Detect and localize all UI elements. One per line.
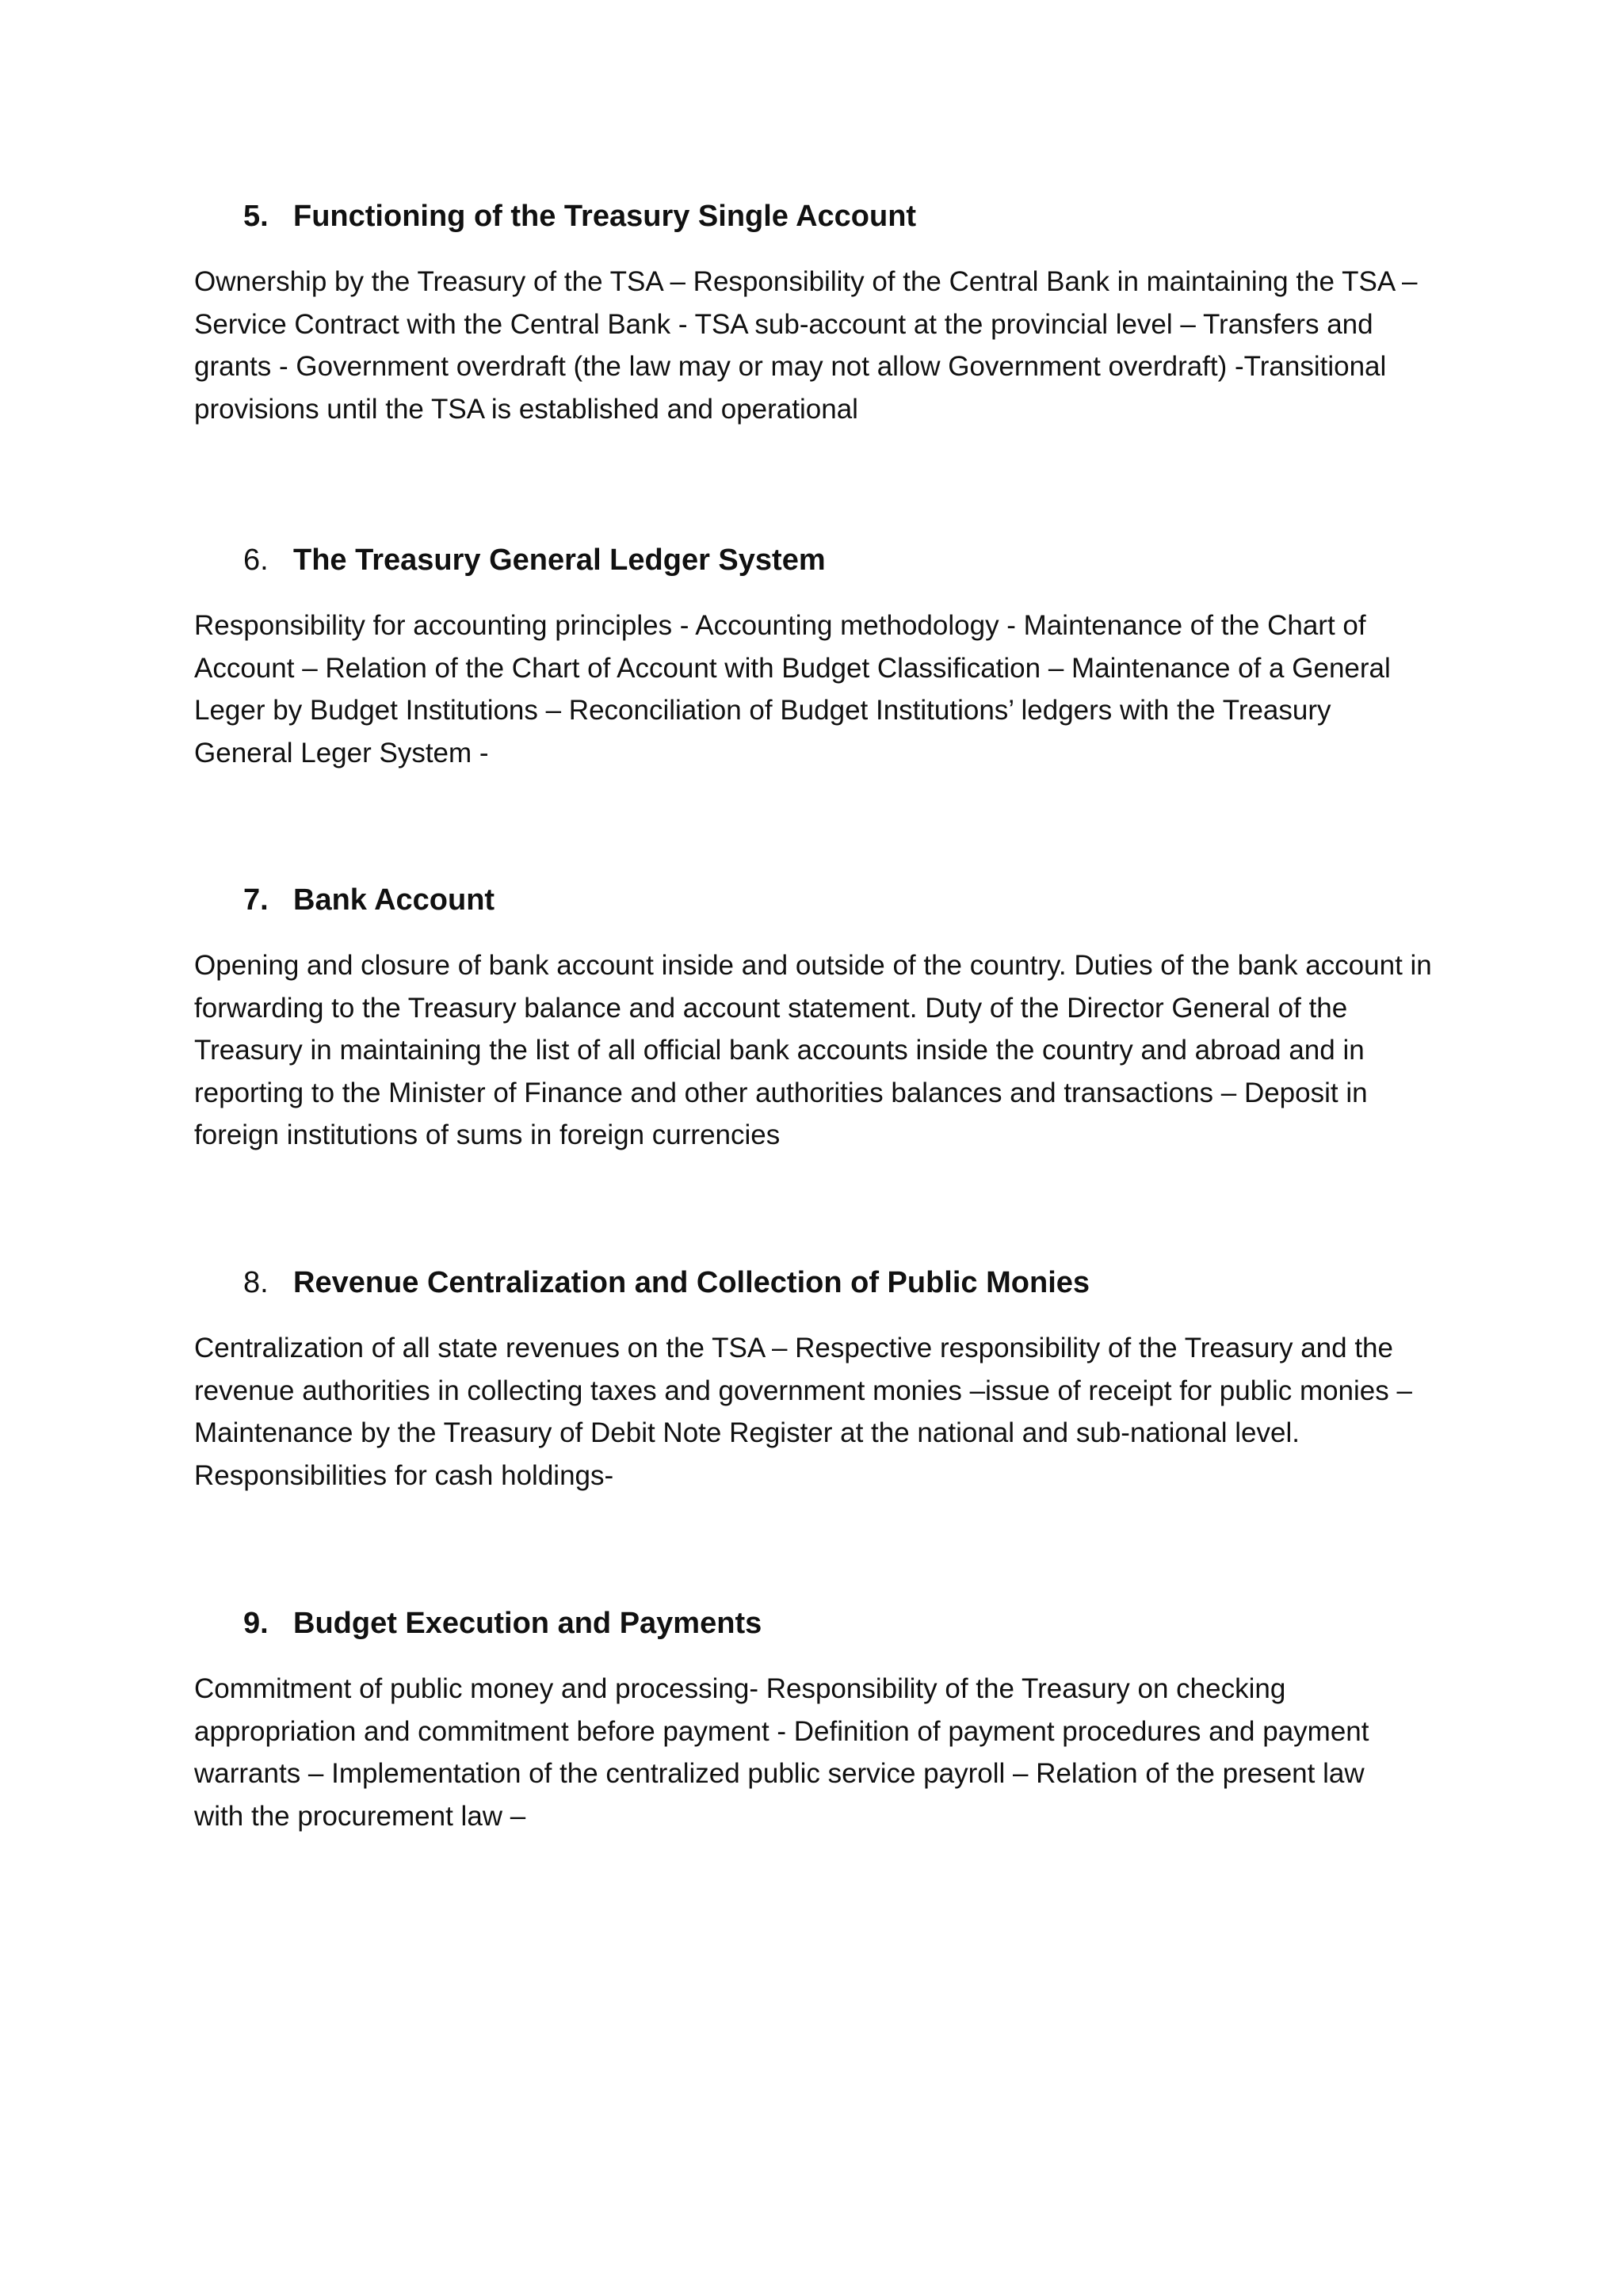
section-number: 7. [243, 883, 269, 917]
paragraph-line: Maintenance by the Treasury of Debit Note Register at the national and sub-national level. [194, 1417, 1300, 1448]
section-number: 9. [243, 1607, 269, 1640]
paragraph-line: Responsibilities for cash holdings- [194, 1459, 614, 1491]
paragraph-line: General Leger System - [194, 737, 489, 769]
section-title: Budget Execution and Payments [293, 1607, 762, 1640]
paragraph-line: revenue authorities in collecting taxes and government monies –issue of receipt for public monies – [194, 1375, 1412, 1406]
section-paragraph [194, 944, 1462, 1157]
section-paragraph [194, 1327, 1462, 1497]
paragraph-line: Leger by Budget Institutions – Reconciliation of Budget Institutions’ ledgers with the Treasury [194, 695, 1331, 726]
paragraph-line: reporting to the Minister of Finance and other authorities balances and transactions – Deposit in [194, 1077, 1368, 1108]
paragraph-line: Responsibility for accounting principles - Accounting methodology - Maintenance of the Chart of [194, 610, 1366, 641]
section-heading [194, 538, 1462, 582]
section-8 [194, 1261, 1462, 1497]
section-heading [194, 1601, 1462, 1646]
section-title: Revenue Centralization and Collection of Public Monies [293, 1266, 1090, 1299]
section-paragraph [194, 261, 1462, 430]
paragraph-line: Service Contract with the Central Bank - TSA sub-account at the provincial level – Transfers and [194, 308, 1373, 340]
paragraph-line: Treasury in maintaining the list of all official bank accounts inside the country and abroad and in [194, 1035, 1365, 1066]
section-5 [194, 194, 1462, 430]
paragraph-line: Account – Relation of the Chart of Account with Budget Classification – Maintenance of a General [194, 652, 1391, 684]
paragraph-line: appropriation and commitment before payment - Definition of payment procedures and payment [194, 1715, 1369, 1747]
section-heading [194, 878, 1462, 922]
section-title: Functioning of the Treasury Single Account [293, 200, 917, 233]
section-6 [194, 538, 1462, 774]
paragraph-line: foreign institutions of sums in foreign currencies [194, 1119, 781, 1150]
paragraph-line: warrants – Implementation of the centralized public service payroll – Relation of the present law [194, 1758, 1365, 1789]
section-heading [194, 1261, 1462, 1305]
section-7 [194, 878, 1462, 1157]
section-title: Bank Account [293, 883, 495, 917]
paragraph-line: forwarding to the Treasury balance and account statement. Duty of the Director General of the [194, 992, 1348, 1024]
section-paragraph [194, 605, 1462, 774]
section-number: 8. [243, 1266, 269, 1299]
paragraph-line: Commitment of public money and processing- Responsibility of the Treasury on checking [194, 1673, 1286, 1704]
paragraph-line: Centralization of all state revenues on the TSA – Respective responsibility of the Treasury and the [194, 1333, 1393, 1363]
paragraph-line: Opening and closure of bank account inside and outside of the country. Duties of the bank account in [194, 950, 1432, 981]
paragraph-line: with the procurement law – [194, 1800, 526, 1832]
paragraph-line: Ownership by the Treasury of the TSA – Responsibility of the Central Bank in maintaining the TSA – [194, 266, 1418, 297]
section-9 [194, 1601, 1462, 1837]
section-number: 6. [243, 543, 269, 577]
paragraph-line: provisions until the TSA is established and operational [194, 393, 858, 425]
section-title: The Treasury General Ledger System [293, 543, 826, 577]
paragraph-line: grants - Government overdraft (the law may or may not allow Government overdraft) -Transitional [194, 351, 1387, 382]
section-heading [194, 194, 1462, 238]
section-number: 5. [243, 200, 269, 233]
section-paragraph [194, 1668, 1462, 1837]
